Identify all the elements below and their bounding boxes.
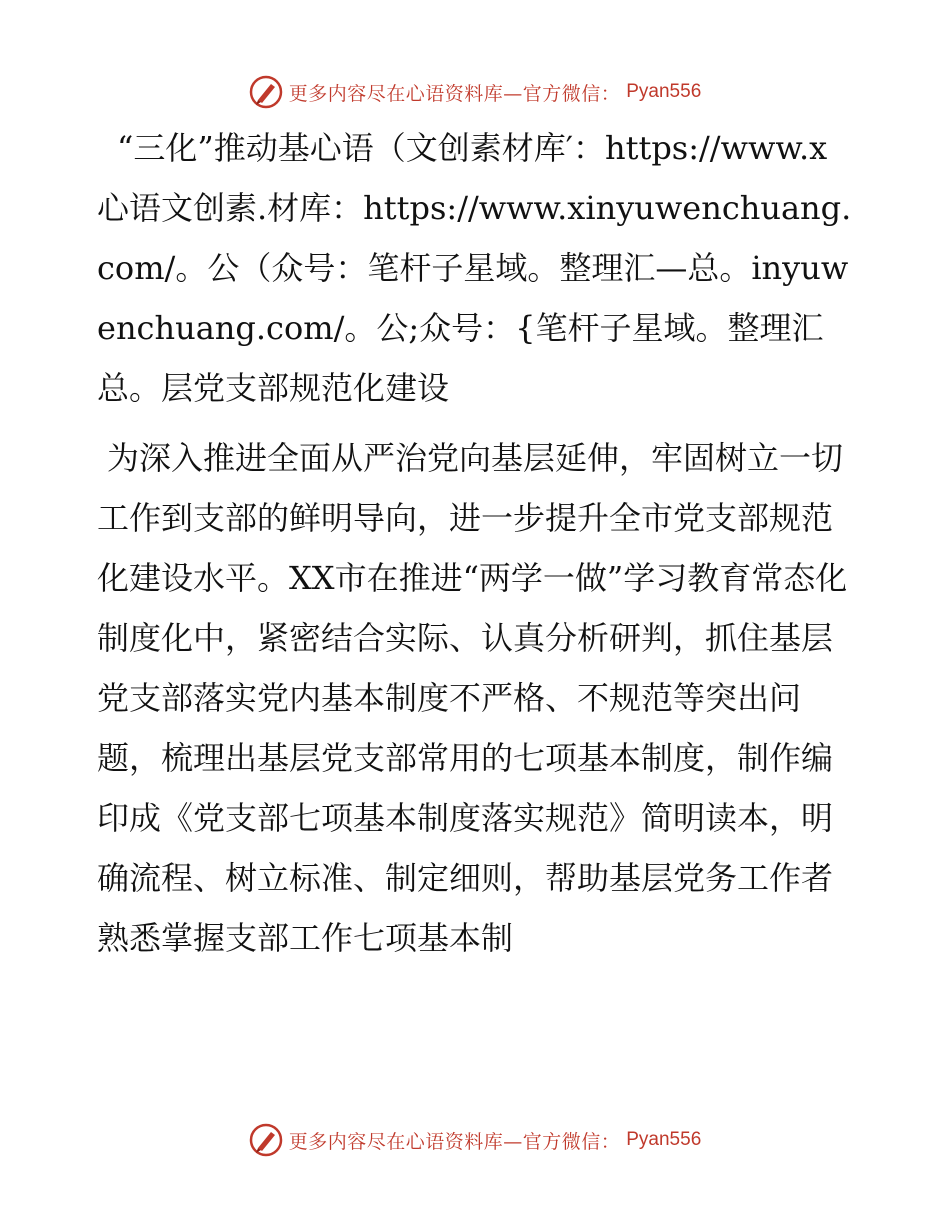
footer-banner-id: Pyan556 [626, 1129, 702, 1150]
header-banner-id: Pyan556 [626, 81, 702, 102]
footer-banner [0, 1120, 950, 1160]
document-body [97, 118, 857, 968]
header-banner-text: 更多内容尽在心语资料库—官方微信： [288, 82, 621, 105]
footer-banner-text: 更多内容尽在心语资料库—官方微信： [288, 1130, 621, 1153]
header-banner [0, 72, 950, 112]
pen-logo-icon [249, 1123, 283, 1157]
paragraph-1: “三化”推动基心语（文创素材库′：https://www.x心语文创素.材库：https://www.xinyuwenchuang.com/。公（众号：笔杆子星域。整理汇—总。inyuwenchuang.com/。公;众号：{笔杆子星域。整理汇总。层党支部规范化建设 [97, 129, 852, 407]
paragraph-2: 为深入推进全面从严治党向基层延伸，牢固树立一切工作到支部的鲜明导向，进一步提升全市党支部规范化建设水平。XX市在推进“两学一做”学习教育常态化制度化中，紧密结合实际、认真分析研判，抓住基层党支部落实党内基本制度不严格、不规范等突出问题，梳理出基层党支部常用的七项基本制度，制作编印成《党支部七项基本制度落实规范》简明读本，明确流程、树立标准、制定细则，帮助基层党务工作者熟悉掌握支部工作七项基本制 [97, 439, 848, 957]
pen-logo-icon [249, 75, 283, 109]
